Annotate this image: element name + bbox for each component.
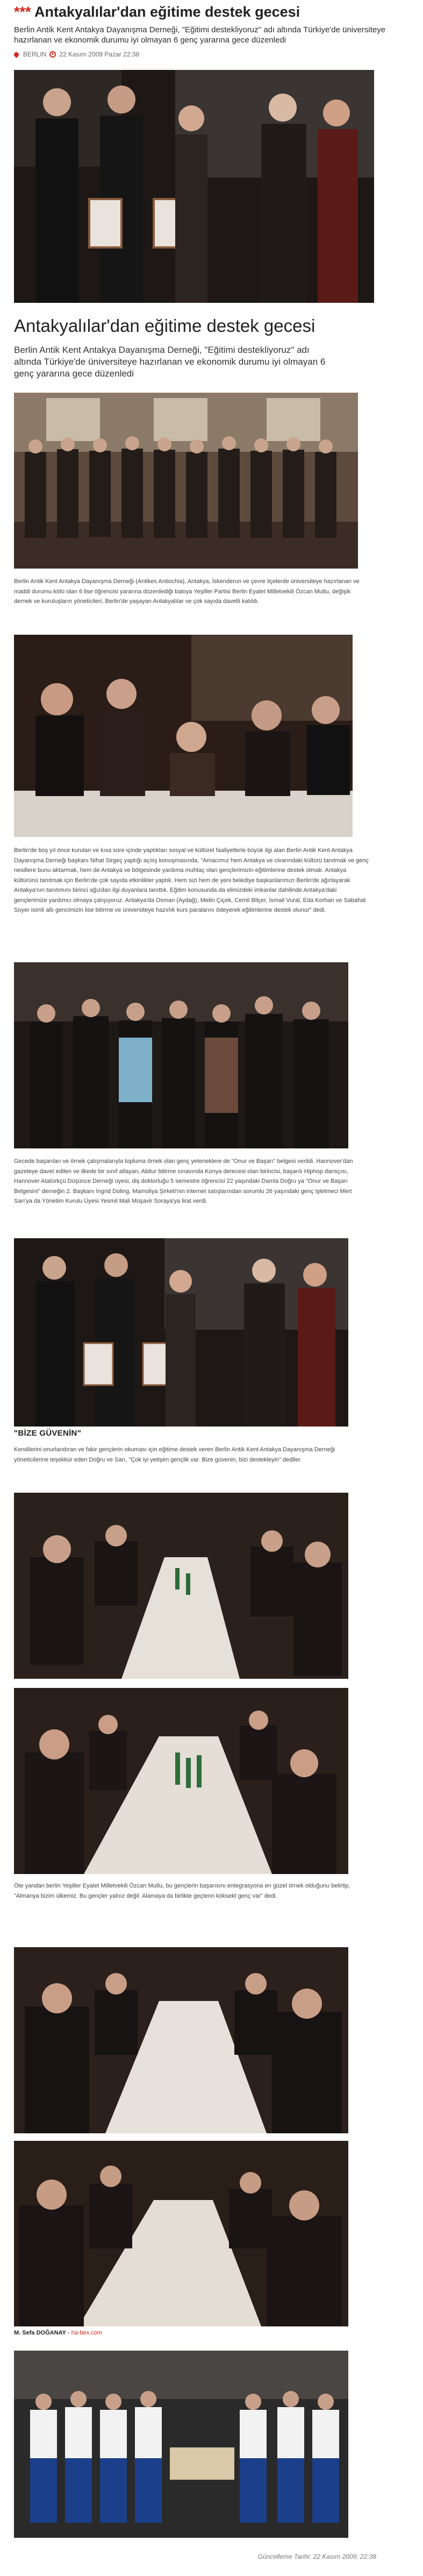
credit-name: M. Sefa DOĞANAY <box>14 2330 66 2336</box>
article-title-2: Antakyalılar'dan eğitime destek gecesi <box>14 316 316 336</box>
article-subtitle: Berlin Antik Kent Antakya Dayanışma Derneği, "Eğitimi destekliyoruz" adı altında Türkiye'de üniversiteye hazırlanan ve ekonomik durumu iyi olmayan 6 genç yararına gece düzenledi <box>14 345 326 379</box>
article-meta <box>14 49 139 59</box>
paragraph-5: Öte yandan berlin Yeşiller Eyalet Milletvekili Özcan Mutlu, bu gençlerin başarısını entegrasyona en güzel örnek olduğunu belirtip, "Almanya bizim ülkemiz. Bu gençler yalnız değil. Alamaya da birlikte geçtenn köksekt genç var" dedi. <box>14 1883 350 1899</box>
date-text: 22 Kasım 2009 Pazar 22:38 <box>59 51 140 58</box>
photo-table-guests <box>14 635 353 837</box>
photo-award-main <box>14 70 374 303</box>
quote-heading: "BİZE GÜVENİN" <box>14 1429 82 1438</box>
paragraph-3: Gecede başarıları ve örnek çalışmalarıyla topluma örnek olan genç yeteneklere de "Onur ve Başarı" belgesi verildi. Hannover'dan gazeteye davet edilen ve ilkede bir sınıf atlayan, Abitur bitirme sınavında Konya derecesi olan birincisi, başarılı Hiphop dansçısı, Hannover Atatürkçü Düşünce Derneği üyesi, diş doktorluğu 5 semestre öğrencisi 22 yaşındaki Damla Doğru ya "Onur ve Başarı Belgesini" derneğin 2. Başkanı İngrid Doling, Mamoliya Şirketi'nin internet satışlarından sorumlu 26 yaşındaki genç işletmeci Mert Sarı'ya da Yönetim Kurulu Üyesi Yesmil Mali Müşavir Soraya'ya lirat verdi. <box>14 1158 353 1204</box>
photo-award-second <box>14 1238 348 1427</box>
paragraph-4: Kendilerini onurlandıran ve fakir gençlerin okuması için eğitime destek veren Berlin Antik Kent Antakya Dayanışma Derneği yöneticilerine teşekkür eden Doğru ve Sarı, "Çok iyi yetişen gençlik var. Bize güvenin, bizi destekleyin" dediler. <box>14 1446 335 1463</box>
photo-credit: M. Sefa DOĞANAY - ha-bex.com <box>14 2330 103 2336</box>
location-pin-icon <box>13 51 20 58</box>
headline <box>14 3 412 20</box>
location-text: BERLIN <box>23 51 47 58</box>
credit-site: ha-bex.com <box>71 2330 103 2336</box>
photo-waiters <box>14 2351 348 2538</box>
photo-banquet-table-4 <box>14 2141 348 2326</box>
headline-stars: *** <box>14 4 31 20</box>
photo-standing-group <box>14 962 348 1148</box>
photo-banquet-table-1 <box>14 1493 348 1679</box>
paragraph-1: Berlin Antik Kent Antakya Dayanışma Derneği (Antikes Antiochia), Antakya, İskenderun ve çevre ilçelerde üniversiteye hazırlanan ve maddi durumu kötü olan 6 lise öğrencisi yararına düzenlediği baloya Yeşiller Partisi Berlin Eyalet Milletvekili Özcan Mutlu, değişik dernek ve kuruluşların yöneticileri, Berlin'de yaşayan Antakyalılar ve çok sayıda davetli katıldı. <box>14 578 360 605</box>
photo-banquet-table-3 <box>14 1947 348 2133</box>
headline-text: Antakyalılar'dan eğitime destek gecesi <box>34 4 300 20</box>
lead-text: Berlin Antik Kent Antakya Dayanışma Derneği, "Eğitimi destekliyoruz" adı altında Türkiye'de üniversiteye hazırlanan ve ekonomik durumu iyi olmayan 6 genç yararına gece düzenledi <box>14 25 386 45</box>
updated-date: Güncelleme Tarihi: 22 Kasım 2009, 22:38 <box>257 2553 376 2560</box>
photo-group-stage <box>14 393 358 569</box>
paragraph-2: Berlin'de boş yıl önce kurulan ve kısa süre içinde yaptıkları sosyal ve kültürel faaliyetlerle büyük ilgi alan Berlin Antik Kent Antakya Dayanışma Derneği başkanı Nihat Sirgeç yaptığı açılış konuşmasında, "Amacımız hem Antakya ve civarındaki kültürü tanıtmak ve genç nesillere bunu aktarmak, hem de Antakya ve bölgesinde yardıma muhtaç olan gençlerimizin eğitimlerine destek olmak. Antakya kültürünü tanıtmak için Berlin'de çok sayıda etkinlikler yaptık. Hem sizi hem de yeni belediye başkanlarımızı Berlin'de ağırlayarak Antakya'nın tanıtımını birinci ağızdan ilgi duyanlara tanıttık. Eğitim konusunda da elimizdeki imkanlar dahilinde Antakya'daki gençlerimize yardımcı olmaya çalışıyoruz. Antakya'da Osman (Aydağ), Metin Çiçek, Cemil Bilçer, İsmail Vural, Eda Korhan ve Sabahat Soyer isimli altı gencimizin lise bitirme ve üniversiteye hazırlık kurs paralarını ödeyerek eğitimlerine destek olunur" dedi. <box>14 847 369 913</box>
photo-banquet-table-2 <box>14 1688 348 1874</box>
clock-icon <box>49 51 56 58</box>
